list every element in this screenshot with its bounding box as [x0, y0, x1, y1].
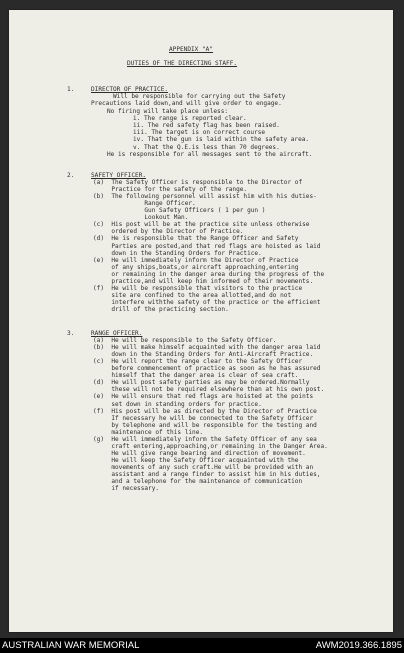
- section-line: (b) The following personnel will assist him with his duties-: [93, 193, 317, 201]
- section-line: Precautions laid down,and will give order to engage.: [91, 100, 282, 108]
- section-heading: DIRECTOR OF PRACTICE.: [91, 86, 169, 93]
- section-line: if necessary.: [93, 485, 160, 493]
- section-line: Gun Safety Officers ( 1 per gun ): [93, 207, 266, 215]
- section-line: (a) The Safety Officer is responsible to the Director of: [93, 179, 303, 187]
- section-line: assistant and a range finder to assist him in his duties,: [93, 471, 321, 478]
- section-line: (e) He will ensure that red flags are hoisted at the points: [93, 393, 314, 401]
- section-line: No firing will take place unless:: [107, 107, 229, 115]
- section-line: He will keep the Safety Officer acquainted with the: [93, 456, 299, 464]
- section-line: craft entering,approaching,or remaining in the Danger Area.: [93, 442, 328, 450]
- section-line: (d) He is responsible that the Range Officer and Safety: [93, 235, 299, 243]
- section-line: maintenance of this line.: [93, 428, 204, 436]
- section-line: He is responsible for all messages sent to the aircraft.: [107, 150, 313, 158]
- section-heading: SAFETY OFFICER.: [91, 172, 147, 179]
- section-line: (f) His post will be as directed by the Director of Practice: [93, 407, 317, 415]
- section-line: iv. That the gun is laid within the safety area.: [133, 136, 310, 144]
- section-line: movements of any such craft.He will be provided with an: [93, 463, 314, 471]
- section-line: these will not be required elsewhere than at his own post.: [93, 386, 325, 394]
- section-line: and a telephone for the maintenance of communication: [93, 478, 303, 486]
- section-line: (d) He will post safety parties as may be ordered.Normally: [93, 379, 310, 387]
- section-line: (a) He will be responsible to the Safety Officer.: [93, 337, 277, 345]
- section-line: site are confined to the area allotted,and do not: [93, 291, 292, 299]
- section-line: drill of the practicing section.: [93, 305, 229, 313]
- section-number: 2.: [67, 172, 75, 179]
- footer-institution: AUSTRALIAN WAR MEMORIAL: [2, 640, 140, 651]
- section-line: Practice for the safety of the range.: [93, 186, 248, 194]
- section-line: down in the Standing Orders for Practice.: [93, 249, 262, 257]
- section-line: Will be responsible for carrying out the Safety: [113, 93, 286, 101]
- section-line: by telephone and will be responsible for the testing and: [93, 421, 317, 429]
- section-number: 3.: [67, 330, 75, 337]
- section-line: himself that the danger area is clear of sea craft.: [93, 372, 299, 380]
- section-line: iii. The target is on correct course: [133, 129, 266, 137]
- section-heading: RANGE OFFICER.: [91, 330, 143, 337]
- section-line: down in the Standing Orders for Anti-Aircraft Practice.: [93, 351, 314, 359]
- section-line: Range Officer.: [93, 200, 196, 208]
- section-line: v. That the Q.E.is less than 70 degrees.: [133, 143, 280, 151]
- section-line: (b) He will make himself acquainted with the danger area laid: [93, 344, 321, 352]
- section-line: (c) He will report the range clear to the Safety Officer: [93, 358, 303, 366]
- section-line: interfere withthe safety of the practice or the efficient: [93, 298, 321, 306]
- section-line: (g) He will immediately inform the Safety Officer of any sea: [93, 435, 317, 443]
- section-line: set down in standing orders for practice.: [93, 400, 262, 408]
- document-page: [9, 10, 393, 632]
- section-line: Lookout Man.: [93, 214, 189, 222]
- section-line: Parties are posted,and that red flags are hoisted as laid: [93, 242, 321, 250]
- section-line: practice,and will keep him informed of their movements.: [93, 277, 314, 285]
- section-line: ordered by the Director of Practice.: [93, 228, 244, 236]
- section-line: (e) He will immediately inform the Director of Practice: [93, 256, 299, 264]
- section-line: of any ships,boats,or aircraft approaching,entering: [93, 263, 299, 271]
- section-line: If necessary he will be connected to the Safety Officer: [93, 414, 314, 422]
- section-line: He will give range bearing and direction of movement.: [93, 449, 306, 457]
- document-body: [9, 10, 393, 632]
- footer-bar: [0, 638, 404, 653]
- section-line: or remaining in the danger area during the progress of the: [93, 270, 325, 278]
- document-subtitle: DUTIES OF THE DIRECTING STAFF.: [127, 60, 238, 67]
- footer-accession-number: AWM2019.366.1895: [315, 640, 402, 651]
- section-line: i. The range is reported clear.: [133, 114, 247, 122]
- appendix-title: APPENDIX "A": [169, 46, 214, 53]
- section-line: (f) He will be responsible that visitors to the practice: [93, 284, 303, 292]
- section-line: before commencement of practice as soon as he has assured: [93, 365, 321, 373]
- section-line: ii. The red safety flag has been raised.: [133, 122, 280, 129]
- section-number: 1.: [67, 86, 75, 93]
- section-line: (c) His post will be at the practice site unless otherwise: [93, 221, 310, 229]
